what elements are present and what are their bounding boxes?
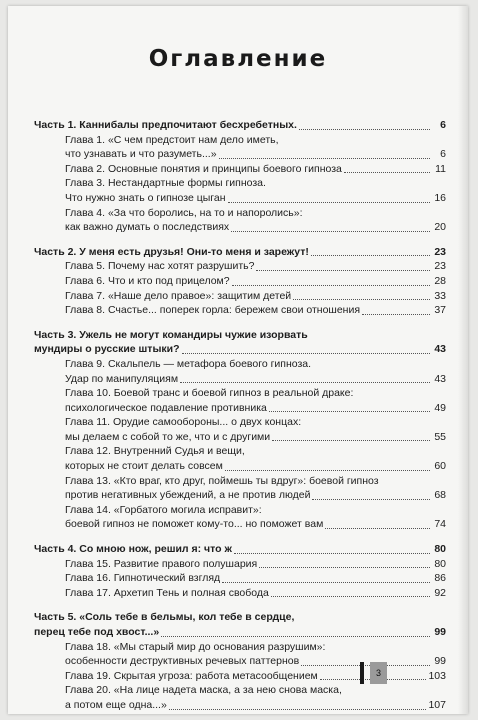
toc-page-number: 86: [434, 572, 446, 585]
toc-entry-text: Глава 1. «С чем предстоит нам дело иметь,: [65, 133, 279, 146]
toc-entry-text: особенности деструктивных речевых паттернов: [65, 655, 300, 668]
toc-chapter-line[interactable]: [34, 259, 446, 274]
toc-page-number: 43: [434, 343, 446, 356]
dot-leader: [272, 440, 430, 441]
page-title: Оглавление: [148, 46, 328, 72]
toc-part-line[interactable]: [34, 542, 446, 557]
dot-leader: [231, 231, 430, 232]
toc-page-number: 68: [434, 489, 446, 502]
dot-leader: [312, 499, 430, 500]
dot-leader: [311, 255, 430, 256]
toc-chapter-line[interactable]: [34, 415, 446, 430]
page-number-bar: [360, 662, 364, 684]
toc-page-number: 107: [428, 698, 446, 711]
toc-entry-text: Глава 17. Архетип Тень и полная свобода: [65, 586, 269, 599]
toc-entry-text: психологическое подавление противника: [65, 401, 267, 414]
toc-chapter-line[interactable]: [34, 571, 446, 586]
toc-entry-text: Глава 20. «На лице надета маска, а за нею снова маска,: [65, 684, 342, 697]
toc-entry-text: Глава 12. Внутренний Судья и вещи,: [65, 445, 245, 458]
toc-chapter-line[interactable]: [34, 698, 446, 713]
toc-entry-text: Глава 18. «Мы старый мир до основания разрушим»:: [65, 640, 326, 653]
toc-entry-text: Глава 2. Основные понятия и принципы боевого гипноза: [65, 162, 342, 175]
toc-entry-text: Глава 4. «За что боролись, на то и напоролись»:: [65, 206, 303, 219]
toc-entry-text: Глава 9. Скальпель — метафора боевого гипноза.: [65, 357, 312, 370]
dot-leader: [344, 172, 430, 173]
dot-leader: [222, 582, 430, 583]
toc-page-number: 23: [434, 245, 446, 258]
toc-page-number: 16: [434, 191, 446, 204]
toc-entry-text: Глава 5. Почему нас хотят разрушить?: [65, 260, 255, 273]
book-page: [8, 6, 468, 714]
toc-page-number: 99: [434, 655, 446, 668]
toc-page-number: 6: [440, 148, 446, 161]
dot-leader: [269, 411, 430, 412]
toc-entry-text: Часть 5. «Соль тебе в бельмы, кол тебе в сердце,: [34, 611, 295, 624]
toc-chapter-line[interactable]: [34, 557, 446, 572]
toc-chapter-line[interactable]: [34, 147, 446, 162]
toc-chapter-line[interactable]: [34, 586, 446, 601]
toc-gap: [34, 318, 446, 328]
toc-entry-text: мы делаем с собой то же, что и с другими: [65, 430, 271, 443]
toc-part-line[interactable]: [34, 342, 446, 357]
dot-leader: [180, 382, 430, 383]
dot-leader: [182, 353, 430, 354]
toc-page-number: 99: [434, 626, 446, 638]
dot-leader: [232, 285, 430, 286]
toc-page-number: 80: [434, 557, 446, 570]
toc-page-number: 28: [434, 274, 446, 287]
toc-chapter-line[interactable]: [34, 357, 446, 372]
toc-entry-text: Глава 14. «Горбатого могила исправит»:: [65, 503, 262, 516]
toc-entry-text: Глава 16. Гипнотический взгляд: [65, 572, 221, 585]
dot-leader: [259, 567, 430, 568]
toc-entry-text: Глава 11. Орудие самообороны... о двух концах:: [65, 416, 302, 429]
toc-entry-text: Глава 19. Скрытая угроза: работа метасообщением: [65, 669, 318, 682]
toc-entry-text: Часть 1. Каннибалы предпочитают бесхребетных.: [34, 119, 297, 131]
toc-chapter-line[interactable]: [34, 220, 446, 235]
toc-chapter-line[interactable]: [34, 206, 446, 221]
toc-page-number: 37: [434, 304, 446, 317]
toc-chapter-line[interactable]: [34, 517, 446, 532]
toc-part-line[interactable]: [34, 328, 446, 343]
toc-chapter-line[interactable]: [34, 683, 446, 698]
toc-page-number: 60: [434, 460, 446, 473]
toc-chapter-line[interactable]: [34, 191, 446, 206]
toc-page-number: 33: [434, 289, 446, 302]
toc-page-number: 6: [440, 119, 446, 131]
toc-entry-text: Глава 15. Развитие правого полушария: [65, 557, 258, 570]
toc-chapter-line[interactable]: [34, 162, 446, 177]
toc-page-number: 74: [434, 518, 446, 531]
dot-leader: [169, 709, 427, 710]
toc-entry-text: мундиры о русские штыки?: [34, 343, 180, 356]
toc-part-line[interactable]: [34, 610, 446, 625]
toc-chapter-line[interactable]: [34, 176, 446, 191]
toc-entry-text: Глава 6. Что и кто под прицелом?: [65, 274, 230, 287]
toc-chapter-line[interactable]: [34, 289, 446, 304]
dot-leader: [325, 528, 430, 529]
dot-leader: [219, 158, 430, 159]
page-number: 3: [370, 662, 387, 684]
dot-leader: [234, 553, 430, 554]
toc-entry-text: а потом еще одна...»: [65, 698, 167, 711]
toc-entry-text: которых не стоит делать совсем: [65, 460, 223, 473]
toc-page-number: 55: [434, 430, 446, 443]
toc-chapter-line[interactable]: [34, 430, 446, 445]
toc-chapter-line[interactable]: [34, 444, 446, 459]
toc-entry-text: Удар по манипуляциям: [65, 372, 179, 385]
toc-entry-text: Глава 7. «Наше дело правое»: защитим детей: [65, 289, 292, 302]
toc-part-line[interactable]: [34, 118, 446, 133]
toc-page-number: 43: [434, 372, 446, 385]
toc-chapter-line[interactable]: [34, 503, 446, 518]
toc-entry-text: Часть 2. У меня есть друзья! Они-то меня и зарежут!: [34, 245, 309, 258]
dot-leader: [293, 299, 430, 300]
toc-entry-text: Глава 10. Боевой транс и боевой гипноз в реальной драке:: [65, 387, 354, 400]
toc-gap: [34, 235, 446, 245]
toc-page-number: 103: [428, 669, 446, 682]
dot-leader: [161, 636, 430, 637]
toc-entry-text: Часть 3. Ужель не могут командиры чужие изорвать: [34, 328, 308, 341]
dot-leader: [225, 470, 430, 471]
table-of-contents: [34, 118, 446, 713]
toc-chapter-line[interactable]: [34, 372, 446, 387]
toc-chapter-line[interactable]: [34, 303, 446, 318]
toc-entry-text: Глава 3. Нестандартные формы гипноза.: [65, 177, 266, 190]
toc-page-number: 92: [434, 586, 446, 599]
dot-leader: [362, 314, 430, 315]
dot-leader: [256, 270, 430, 271]
toc-chapter-line[interactable]: [34, 459, 446, 474]
toc-entry-text: боевой гипноз не поможет кому-то... но поможет вам: [65, 518, 324, 531]
toc-chapter-line[interactable]: [34, 474, 446, 489]
toc-entry-text: что узнавать и что разуметь...»: [65, 148, 217, 161]
toc-entry-text: как важно думать о последствиях: [65, 221, 230, 234]
toc-page-number: 20: [434, 221, 446, 234]
toc-part-line[interactable]: [34, 625, 446, 640]
toc-entry-text: Глава 8. Счастье... поперек горла: бережем свои отношения: [65, 304, 361, 317]
toc-chapter-line[interactable]: [34, 401, 446, 416]
toc-page-number: 49: [434, 401, 446, 414]
toc-chapter-line[interactable]: [34, 386, 446, 401]
toc-gap: [34, 532, 446, 542]
dot-leader: [299, 129, 430, 130]
toc-chapter-line[interactable]: [34, 133, 446, 148]
dot-leader: [228, 202, 430, 203]
toc-entry-text: Что нужно знать о гипнозе цыган: [65, 191, 226, 204]
toc-entry-text: Часть 4. Со мною нож, решил я: что ж: [34, 543, 232, 556]
toc-chapter-line[interactable]: [34, 488, 446, 503]
toc-gap: [34, 600, 446, 610]
dot-leader: [301, 665, 430, 666]
toc-part-line[interactable]: [34, 245, 446, 260]
toc-chapter-line[interactable]: [34, 274, 446, 289]
toc-entry-text: Глава 13. «Кто враг, кто друг, поймешь ты вдруг»: боевой гипноз: [65, 474, 379, 487]
toc-entry-text: перец тебе под хвост...»: [34, 626, 160, 638]
toc-page-number: 23: [434, 260, 446, 273]
page-spine-shadow: [458, 6, 468, 714]
toc-page-number: 80: [434, 543, 446, 556]
toc-page-number: 11: [435, 162, 446, 175]
dot-leader: [271, 596, 430, 597]
toc-entry-text: против негативных убеждений, а не против людей: [65, 489, 311, 502]
toc-chapter-line[interactable]: [34, 640, 446, 655]
